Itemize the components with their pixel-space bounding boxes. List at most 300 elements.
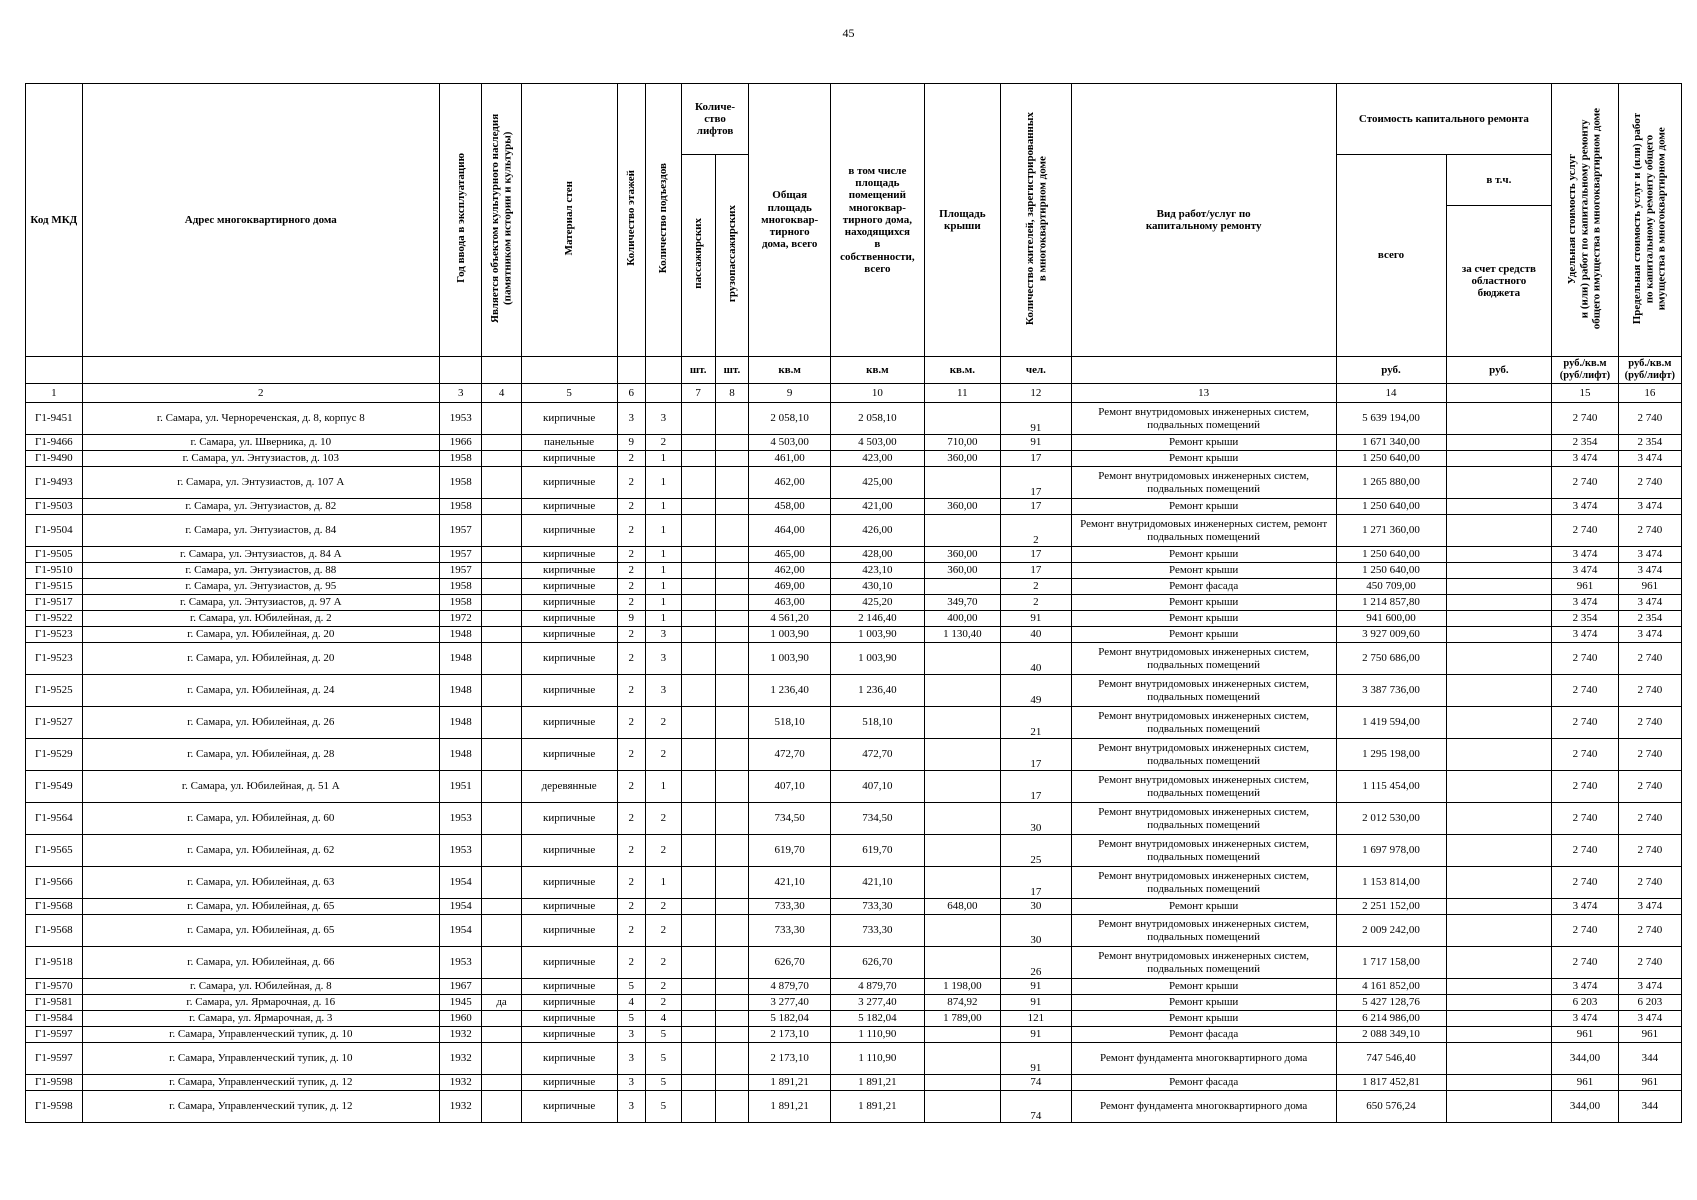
cell-owned-area: 626,70: [831, 947, 925, 979]
cell-roof-area: [924, 467, 1000, 499]
cell-owned-area: 1 003,90: [831, 643, 925, 675]
cell-lifts-cargo: [715, 803, 749, 835]
cell-walls: кирпичные: [521, 675, 617, 707]
cell-residents: 91: [1000, 611, 1071, 627]
table-row: [26, 867, 1682, 899]
cell-limit-cost: 961: [1618, 1075, 1681, 1091]
cell-floors: 2: [617, 499, 645, 515]
table-row: [26, 771, 1682, 803]
cell-entrances: 1: [645, 867, 681, 899]
cell-lifts-cargo: [715, 899, 749, 915]
cell-cost-total: 4 161 852,00: [1336, 979, 1446, 995]
cell-walls: кирпичные: [521, 403, 617, 435]
cell-address: г. Самара, ул. Юбилейная, д. 24: [82, 675, 439, 707]
cell-residents: 121: [1000, 1011, 1071, 1027]
cell-year: 1957: [439, 515, 481, 547]
cell-year: 1954: [439, 915, 481, 947]
cell-lifts-pass: [681, 595, 715, 611]
cell-residents: 17: [1000, 739, 1071, 771]
cell-lifts-cargo: [715, 611, 749, 627]
cell-work-type: Ремонт крыши: [1071, 499, 1336, 515]
cell-code: Г1-9584: [26, 1011, 83, 1027]
cell-year: 1958: [439, 579, 481, 595]
cell-cost-regional: [1446, 771, 1552, 803]
cell-heritage: [482, 771, 521, 803]
cell-floors: 2: [617, 451, 645, 467]
cell-lifts-cargo: [715, 499, 749, 515]
cell-owned-area: 421,00: [831, 499, 925, 515]
column-number: 13: [1071, 384, 1336, 403]
cell-address: г. Самара, ул. Юбилейная, д. 28: [82, 739, 439, 771]
column-number: 12: [1000, 384, 1071, 403]
cell-lifts-pass: [681, 979, 715, 995]
cell-residents: 91: [1000, 403, 1071, 435]
cell-lifts-pass: [681, 435, 715, 451]
cell-floors: 3: [617, 1027, 645, 1043]
cell-cost-total: 2 088 349,10: [1336, 1027, 1446, 1043]
cell-code: Г1-9493: [26, 467, 83, 499]
cell-roof-area: 360,00: [924, 451, 1000, 467]
cell-heritage: [482, 451, 521, 467]
cell-total-area: 4 561,20: [749, 611, 831, 627]
column-number: 10: [831, 384, 925, 403]
header-year: Год ввода в эксплуатацию: [439, 84, 481, 357]
cell-limit-cost: 2 740: [1618, 835, 1681, 867]
cell-entrances: 2: [645, 707, 681, 739]
cell-lifts-cargo: [715, 995, 749, 1011]
cell-lifts-cargo: [715, 627, 749, 643]
cell-total-area: 733,30: [749, 899, 831, 915]
cell-lifts-cargo: [715, 675, 749, 707]
cell-owned-area: 1 110,90: [831, 1027, 925, 1043]
cell-entrances: 2: [645, 803, 681, 835]
cell-owned-area: 2 146,40: [831, 611, 925, 627]
cell-owned-area: 426,00: [831, 515, 925, 547]
cell-owned-area: 734,50: [831, 803, 925, 835]
header-walls: Материал стен: [521, 84, 617, 357]
cell-work-type: Ремонт внутридомовых инженерных систем, подвальных помещений: [1071, 867, 1336, 899]
cell-walls: кирпичные: [521, 1027, 617, 1043]
cell-roof-area: 710,00: [924, 435, 1000, 451]
cell-owned-area: 3 277,40: [831, 995, 925, 1011]
cell-total-area: 421,10: [749, 867, 831, 899]
cell-work-type: Ремонт крыши: [1071, 995, 1336, 1011]
cell-total-area: 462,00: [749, 467, 831, 499]
cell-unit-cost: 2 740: [1552, 867, 1618, 899]
cell-work-type: Ремонт внутридомовых инженерных систем, подвальных помещений: [1071, 643, 1336, 675]
unit-people: чел.: [1000, 357, 1071, 384]
cell-roof-area: 1 130,40: [924, 627, 1000, 643]
table-row: [26, 451, 1682, 467]
cell-heritage: [482, 579, 521, 595]
cell-floors: 3: [617, 403, 645, 435]
cell-year: 1948: [439, 707, 481, 739]
cell-cost-regional: [1446, 435, 1552, 451]
cell-code: Г1-9490: [26, 451, 83, 467]
cell-heritage: [482, 467, 521, 499]
column-number: 3: [439, 384, 481, 403]
cell-limit-cost: 3 474: [1618, 499, 1681, 515]
cell-lifts-pass: [681, 947, 715, 979]
cell-cost-total: 1 419 594,00: [1336, 707, 1446, 739]
cell-cost-regional: [1446, 1075, 1552, 1091]
cell-entrances: 1: [645, 451, 681, 467]
cell-entrances: 3: [645, 403, 681, 435]
cell-heritage: [482, 707, 521, 739]
cell-total-area: 518,10: [749, 707, 831, 739]
cell-roof-area: 1 789,00: [924, 1011, 1000, 1027]
cell-limit-cost: 2 740: [1618, 771, 1681, 803]
cell-entrances: 1: [645, 499, 681, 515]
cell-residents: 17: [1000, 547, 1071, 563]
cell-residents: 91: [1000, 995, 1071, 1011]
cell-heritage: [482, 611, 521, 627]
cell-floors: 9: [617, 611, 645, 627]
cell-heritage: [482, 1011, 521, 1027]
cell-cost-regional: [1446, 515, 1552, 547]
table-row: [26, 1043, 1682, 1075]
header-heritage: Является объектом культурного наследия (памятником истории и культуры): [482, 84, 521, 357]
table-row: [26, 547, 1682, 563]
table-row: [26, 707, 1682, 739]
cell-lifts-pass: [681, 899, 715, 915]
cell-cost-total: 3 387 736,00: [1336, 675, 1446, 707]
cell-unit-cost: 3 474: [1552, 547, 1618, 563]
cell-entrances: 5: [645, 1075, 681, 1091]
cell-floors: 2: [617, 771, 645, 803]
cell-cost-regional: [1446, 1011, 1552, 1027]
cell-floors: 2: [617, 627, 645, 643]
cell-address: г. Самара, ул. Юбилейная, д. 8: [82, 979, 439, 995]
cell-walls: кирпичные: [521, 627, 617, 643]
cell-cost-regional: [1446, 547, 1552, 563]
cell-work-type: Ремонт крыши: [1071, 611, 1336, 627]
cell-cost-total: 5 639 194,00: [1336, 403, 1446, 435]
cell-limit-cost: 961: [1618, 579, 1681, 595]
cell-limit-cost: 3 474: [1618, 451, 1681, 467]
unit-rub-sqm: руб./кв.м (руб/лифт): [1552, 357, 1618, 384]
cell-unit-cost: 2 740: [1552, 739, 1618, 771]
cell-cost-total: 2 750 686,00: [1336, 643, 1446, 675]
cell-cost-regional: [1446, 739, 1552, 771]
capital-repair-table: [25, 83, 1682, 1123]
cell-address: г. Самара, ул. Энтузиастов, д. 103: [82, 451, 439, 467]
cell-roof-area: [924, 515, 1000, 547]
cell-work-type: Ремонт крыши: [1071, 451, 1336, 467]
cell-work-type: Ремонт внутридомовых инженерных систем, подвальных помещений: [1071, 915, 1336, 947]
cell-residents: 91: [1000, 1027, 1071, 1043]
cell-walls: кирпичные: [521, 835, 617, 867]
cell-lifts-pass: [681, 403, 715, 435]
cell-owned-area: 733,30: [831, 899, 925, 915]
column-number: 14: [1336, 384, 1446, 403]
table-row: [26, 1027, 1682, 1043]
cell-heritage: [482, 595, 521, 611]
table-header: [26, 84, 1682, 403]
cell-total-area: 1 891,21: [749, 1091, 831, 1123]
header-entrances: Количество подъездов: [645, 84, 681, 357]
cell-year: 1967: [439, 979, 481, 995]
cell-heritage: [482, 803, 521, 835]
cell-work-type: Ремонт крыши: [1071, 1011, 1336, 1027]
header-floors: Количество этажей: [617, 84, 645, 357]
table-row: [26, 595, 1682, 611]
cell-lifts-cargo: [715, 1075, 749, 1091]
cell-unit-cost: 3 474: [1552, 451, 1618, 467]
cell-walls: кирпичные: [521, 867, 617, 899]
cell-floors: 2: [617, 579, 645, 595]
cell-unit-cost: 2 740: [1552, 947, 1618, 979]
cell-lifts-pass: [681, 579, 715, 595]
cell-roof-area: 360,00: [924, 499, 1000, 515]
cell-lifts-cargo: [715, 707, 749, 739]
cell-lifts-cargo: [715, 947, 749, 979]
cell-cost-total: 941 600,00: [1336, 611, 1446, 627]
cell-entrances: 1: [645, 579, 681, 595]
cell-address: г. Самара, ул. Юбилейная, д. 26: [82, 707, 439, 739]
table-row: [26, 915, 1682, 947]
table-row: [26, 1091, 1682, 1123]
units-row: [26, 357, 1682, 384]
cell-lifts-cargo: [715, 1011, 749, 1027]
table-row: [26, 835, 1682, 867]
cell-limit-cost: 2 740: [1618, 739, 1681, 771]
column-number: 11: [924, 384, 1000, 403]
cell-lifts-pass: [681, 563, 715, 579]
cell-lifts-cargo: [715, 835, 749, 867]
cell-heritage: [482, 643, 521, 675]
cell-lifts-pass: [681, 675, 715, 707]
cell-roof-area: 349,70: [924, 595, 1000, 611]
cell-roof-area: [924, 1091, 1000, 1123]
cell-code: Г1-9503: [26, 499, 83, 515]
cell-walls: кирпичные: [521, 1043, 617, 1075]
cell-total-area: 1 003,90: [749, 643, 831, 675]
cell-address: г. Самара, ул. Ярмарочная, д. 3: [82, 1011, 439, 1027]
cell-lifts-pass: [681, 643, 715, 675]
header-cost: Стоимость капитального ремонта: [1336, 84, 1552, 155]
cell-work-type: Ремонт крыши: [1071, 435, 1336, 451]
cell-cost-regional: [1446, 595, 1552, 611]
cell-total-area: 2 058,10: [749, 403, 831, 435]
cell-year: 1953: [439, 947, 481, 979]
cell-walls: кирпичные: [521, 611, 617, 627]
cell-code: Г1-9510: [26, 563, 83, 579]
cell-unit-cost: 3 474: [1552, 563, 1618, 579]
table-row: [26, 611, 1682, 627]
cell-roof-area: [924, 643, 1000, 675]
cell-floors: 2: [617, 563, 645, 579]
cell-year: 1958: [439, 595, 481, 611]
header-cost-incl: в т.ч.: [1446, 155, 1552, 206]
cell-work-type: Ремонт внутридомовых инженерных систем, подвальных помещений: [1071, 467, 1336, 499]
cell-cost-total: 1 271 360,00: [1336, 515, 1446, 547]
cell-year: 1953: [439, 835, 481, 867]
cell-year: 1948: [439, 627, 481, 643]
table-row: [26, 515, 1682, 547]
cell-lifts-cargo: [715, 739, 749, 771]
cell-cost-regional: [1446, 1043, 1552, 1075]
cell-walls: кирпичные: [521, 1075, 617, 1091]
column-number: 6: [617, 384, 645, 403]
cell-heritage: [482, 947, 521, 979]
unit-rub: руб.: [1336, 357, 1446, 384]
cell-owned-area: 421,10: [831, 867, 925, 899]
cell-address: г. Самара, ул. Энтузиастов, д. 82: [82, 499, 439, 515]
cell-cost-regional: [1446, 995, 1552, 1011]
cell-roof-area: [924, 675, 1000, 707]
cell-floors: 2: [617, 467, 645, 499]
cell-cost-total: 2 012 530,00: [1336, 803, 1446, 835]
cell-work-type: Ремонт крыши: [1071, 979, 1336, 995]
cell-limit-cost: 2 740: [1618, 467, 1681, 499]
cell-roof-area: [924, 867, 1000, 899]
cell-unit-cost: 2 740: [1552, 643, 1618, 675]
cell-lifts-pass: [681, 467, 715, 499]
cell-owned-area: 619,70: [831, 835, 925, 867]
cell-address: г. Самара, ул. Юбилейная, д. 60: [82, 803, 439, 835]
cell-entrances: 1: [645, 563, 681, 579]
cell-entrances: 1: [645, 515, 681, 547]
cell-code: Г1-9597: [26, 1043, 83, 1075]
cell-unit-cost: 6 203: [1552, 995, 1618, 1011]
cell-lifts-pass: [681, 1011, 715, 1027]
cell-total-area: 734,50: [749, 803, 831, 835]
cell-residents: 40: [1000, 643, 1071, 675]
cell-owned-area: 733,30: [831, 915, 925, 947]
cell-work-type: Ремонт крыши: [1071, 595, 1336, 611]
cell-limit-cost: 961: [1618, 1027, 1681, 1043]
unit-rub: руб.: [1446, 357, 1552, 384]
cell-lifts-pass: [681, 995, 715, 1011]
table-row: [26, 803, 1682, 835]
cell-cost-regional: [1446, 835, 1552, 867]
table-row: [26, 579, 1682, 595]
cell-heritage: [482, 675, 521, 707]
cell-work-type: Ремонт крыши: [1071, 547, 1336, 563]
cell-walls: кирпичные: [521, 547, 617, 563]
cell-residents: 30: [1000, 915, 1071, 947]
cell-unit-cost: 344,00: [1552, 1043, 1618, 1075]
cell-unit-cost: 344,00: [1552, 1091, 1618, 1123]
cell-unit-cost: 961: [1552, 1075, 1618, 1091]
cell-address: г. Самара, ул. Юбилейная, д. 2: [82, 611, 439, 627]
header-cost-regional: за счет средств областного бюджета: [1446, 206, 1552, 357]
table-row: [26, 899, 1682, 915]
cell-lifts-pass: [681, 915, 715, 947]
cell-work-type: Ремонт внутридомовых инженерных систем, подвальных помещений: [1071, 803, 1336, 835]
cell-total-area: 458,00: [749, 499, 831, 515]
cell-lifts-pass: [681, 707, 715, 739]
cell-lifts-cargo: [715, 1091, 749, 1123]
cell-heritage: [482, 1043, 521, 1075]
cell-address: г. Самара, Управленческий тупик, д. 10: [82, 1043, 439, 1075]
cell-owned-area: 1 003,90: [831, 627, 925, 643]
cell-residents: 17: [1000, 771, 1071, 803]
cell-cost-regional: [1446, 1027, 1552, 1043]
cell-work-type: Ремонт крыши: [1071, 899, 1336, 915]
cell-address: г. Самара, Управленческий тупик, д. 12: [82, 1075, 439, 1091]
cell-entrances: 5: [645, 1027, 681, 1043]
cell-residents: 17: [1000, 467, 1071, 499]
cell-floors: 2: [617, 947, 645, 979]
cell-code: Г1-9598: [26, 1091, 83, 1123]
cell-entrances: 2: [645, 899, 681, 915]
cell-lifts-pass: [681, 1091, 715, 1123]
cell-limit-cost: 2 740: [1618, 515, 1681, 547]
table-row: [26, 979, 1682, 995]
cell-cost-regional: [1446, 451, 1552, 467]
cell-heritage: [482, 563, 521, 579]
column-number: 16: [1618, 384, 1681, 403]
cell-residents: 21: [1000, 707, 1071, 739]
cell-roof-area: 648,00: [924, 899, 1000, 915]
cell-limit-cost: 2 740: [1618, 643, 1681, 675]
cell-heritage: [482, 979, 521, 995]
cell-floors: 4: [617, 995, 645, 1011]
cell-unit-cost: 2 740: [1552, 803, 1618, 835]
cell-cost-total: 2 251 152,00: [1336, 899, 1446, 915]
cell-entrances: 5: [645, 1043, 681, 1075]
cell-cost-regional: [1446, 563, 1552, 579]
cell-unit-cost: 2 740: [1552, 707, 1618, 739]
cell-roof-area: [924, 915, 1000, 947]
cell-address: г. Самара, ул. Энтузиастов, д. 88: [82, 563, 439, 579]
cell-lifts-cargo: [715, 595, 749, 611]
cell-code: Г1-9568: [26, 915, 83, 947]
cell-heritage: [482, 899, 521, 915]
cell-entrances: 2: [645, 835, 681, 867]
cell-owned-area: 4 879,70: [831, 979, 925, 995]
cell-owned-area: 1 236,40: [831, 675, 925, 707]
header-code: Код МКД: [26, 84, 83, 357]
cell-cost-regional: [1446, 611, 1552, 627]
header-lifts-cargo: грузопассажирских: [715, 155, 749, 357]
cell-code: Г1-9568: [26, 899, 83, 915]
cell-residents: 74: [1000, 1075, 1071, 1091]
cell-year: 1972: [439, 611, 481, 627]
cell-residents: 30: [1000, 803, 1071, 835]
cell-entrances: 2: [645, 739, 681, 771]
cell-year: 1932: [439, 1075, 481, 1091]
unit-pcs: шт.: [715, 357, 749, 384]
cell-limit-cost: 3 474: [1618, 563, 1681, 579]
cell-year: 1953: [439, 403, 481, 435]
cell-year: 1958: [439, 451, 481, 467]
cell-entrances: 1: [645, 467, 681, 499]
cell-address: г. Самара, ул. Энтузиастов, д. 84: [82, 515, 439, 547]
cell-floors: 2: [617, 803, 645, 835]
cell-code: Г1-9523: [26, 643, 83, 675]
cell-residents: 17: [1000, 499, 1071, 515]
cell-residents: 2: [1000, 595, 1071, 611]
cell-entrances: 1: [645, 611, 681, 627]
cell-limit-cost: 2 740: [1618, 403, 1681, 435]
cell-heritage: [482, 515, 521, 547]
cell-year: 1958: [439, 499, 481, 515]
cell-year: 1951: [439, 771, 481, 803]
cell-unit-cost: 2 354: [1552, 435, 1618, 451]
cell-roof-area: [924, 803, 1000, 835]
table-row: [26, 1011, 1682, 1027]
cell-residents: 91: [1000, 979, 1071, 995]
cell-cost-total: 1 115 454,00: [1336, 771, 1446, 803]
cell-lifts-pass: [681, 803, 715, 835]
cell-limit-cost: 2 740: [1618, 867, 1681, 899]
cell-residents: 2: [1000, 579, 1071, 595]
cell-cost-total: 1 250 640,00: [1336, 451, 1446, 467]
cell-walls: кирпичные: [521, 739, 617, 771]
